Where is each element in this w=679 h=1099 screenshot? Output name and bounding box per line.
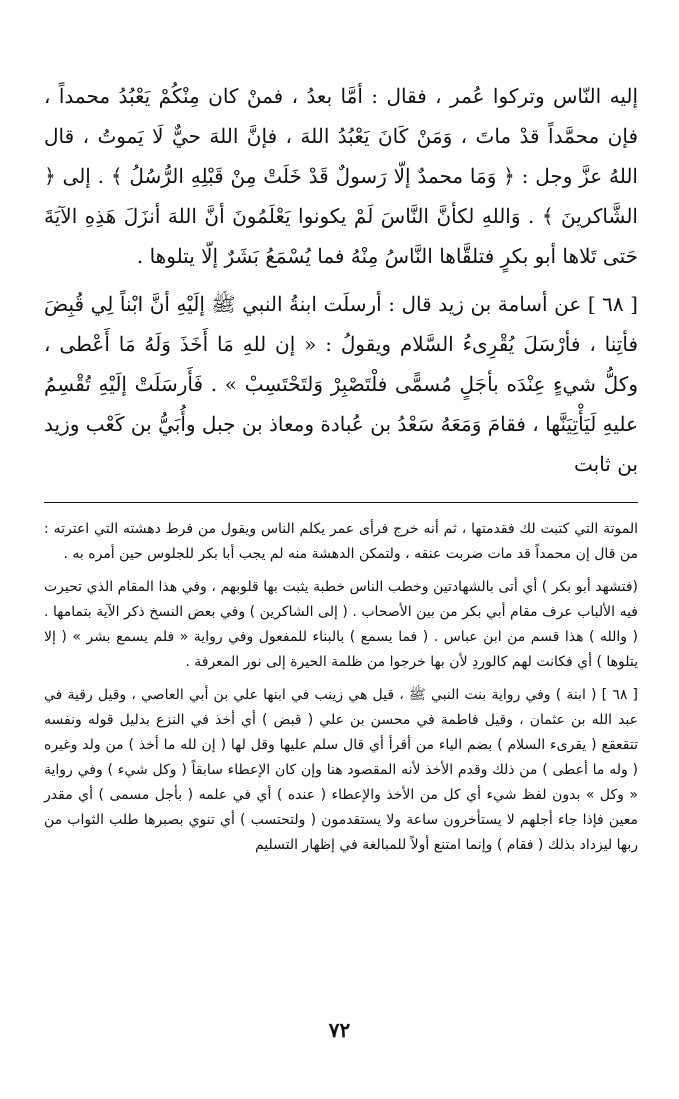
footnote-1: الموتة التي كتبت لك فقدمتها ، ثم أنه خرج فرأى عمر يكلم الناس ويقول من فرط دهشته التي اعترته : من قال إن محمداً قد مات ضربت عنقه ، ولتمكن الدهشة منه لم يجب أبا بكر للجلوس حين أمره به .: [44, 521, 638, 562]
main-text: [44, 76, 638, 484]
footnote-divider: [44, 502, 638, 503]
footnote-2: (فتشهد أبو بكر ) أي أتى بالشهادتين وخطب الناس خطبة يثبت بها قلوبهم ، وفي هذا المقام الذي تحيرت فيه الألباب عرف مقام أبي بكر من بين الأصحاب . ( إلى الشاكرين ) وفي بعض النسخ ذكر الآية بتمامها . ( والله ) هذا قسم من ابن عباس . ( فما يسمع ) بالبناء للمفعول وفي رواية « فلم يسمع بشر » ( إلا يتلوها ) أي فكانت لهم كالوردِ لأن بها خرجوا من ظلمة الحيرة إلى نور المعرفة .: [44, 579, 638, 670]
page-number: ٧٢: [328, 1018, 351, 1042]
hadith-68: [44, 284, 638, 484]
footnotes: [44, 517, 638, 858]
footnote-3: [ ٦٨ ] ( ابنة ) وفي رواية بنت النبي ﷺ ، قيل هي زينب في ابنها علي بن أبي العاصي ، وقيل رقية في عبد الله بن عثمان ، وقيل فاطمة في محسن بن علي ( قبض ) أي أخذ في النزع بدليل قوله ونفسه تتقعقع ( يقرىء السلام ) بضم الياء من أقرأ أي قال سلم عليها وقل لها ( إن لله ما أخذ ) من ولد وغيره ( وله ما أعطى ) من ذلك وقدم الأخذ لأنه المقصود هنا وإن كان الإعطاء سابقاً ( وكل شيء ) وفي رواية « وكل » بدون لفظ شيء أي كل من الأخذ والإعطاء ( عنده ) أي في علمه ( بأجل مسمى ) أي مقدر معين فإذا جاء أجلهم لا يستأخرون ساعة ولا يستقدمون ( ولتحتسب ) أي تنوي بصبرها طلب الثواب من ربها ليزداد بذلك ( فقام ) وإنما امتنع أولاً للمبالغة في إظهار التسليم: [44, 687, 639, 853]
main-paragraph-1: إليه النّاس وتركوا عُمر ، فقال : أمَّا بعدُ ، فمنْ كان مِنْكُمْ يَعْبُدُ محمداً ، فإن محمَّداً قدْ ماتَ ، وَمَنْ كَانَ يَعْبُدُ اللهَ ، فإنَّ اللهَ حيٌّ لَا يَموتُ ، قال اللهُ عزَّ وجل : ﴿ وَمَا محمدٌ إلّا رَسولٌ قَدْ خَلَتْ مِنْ قَبْلِهِ الرُّسُلُ ﴾ . إلى ﴿ الشَّاكرينَ ﴾ . وَاللهِ لكأنَّ النَّاسَ لَمْ يكونوا يَعْلَمُونَ أنَّ اللهَ أنزَلَ هَذِهِ الآيَةَ حَتى تَلاها أبو بكرٍ فتلقَّاها النَّاسُ مِنْهُ فما يُسْمَعُ بَشَرٌ إلّا يتلوها .: [44, 84, 638, 268]
main-paragraph-2: [ ٦٨ ] عن أسامة بن زيد قال : أرسلَت ابنةُ النبي ﷺ إلَيْهِ أنَّ ابْناً لِي قُبِضَ فأتِنا ، فأرْسَلَ يُقْرِىءُ السَّلام ويقولُ : « إن للهِ مَا أَخَذَ وَلَهُ مَا أَعْطى ، وكلُّ شيءٍ عِنْدَه بأجَلٍ مُسمًّى فلْتَصْبِرْ وَلتَحْتَسِبْ » . فَأَرسَلَتْ إلَيْهِ تُقْسِمُ عليهِ لَيَأْتِيَنَّها ، فقامَ وَمَعَهُ سَعْدُ بن عُبادة ومعاذ بن جبل وأُبَيُّ بن كَعْب وزيد بن ثابت: [44, 292, 638, 476]
book-page: [44, 76, 638, 866]
